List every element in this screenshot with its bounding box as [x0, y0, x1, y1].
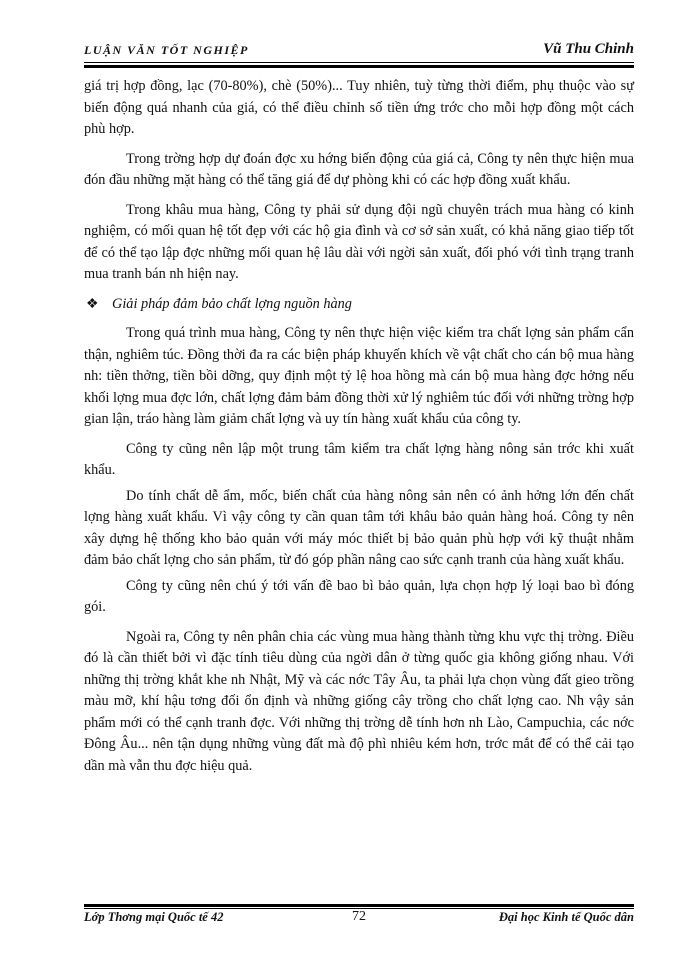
subheading-text: Giải pháp đảm bảo chất lợng nguồn hàng — [112, 295, 352, 312]
paragraph: Công ty cũng nên chú ý tới vấn đề bao bì bảo quản, lựa chọn hợp lý loại bao bì đóng gói. — [84, 577, 634, 615]
page-footer — [84, 910, 634, 930]
header-rule-thin — [84, 62, 634, 63]
header-rule-thick — [84, 65, 634, 68]
paragraph: Trong quá trình mua hàng, Công ty nên thực hiện việc kiểm tra chất lợng sản phẩm cẩn thận, nghiêm túc. Đồng thời đa ra các biện pháp khuyến khích về vật chất cho cán bộ mua hàng nh: tiền thởng, tiền bồi dỡng, quy định một tỷ lệ hoa hồng mà cán bộ mua hàng đợc hởng nếu khối lợng mua đợc lớn, chất lợng đảm bảm đồng thời xử lý nghiêm túc đối với những trờng hợp gian lận, tráo hàng làm giảm chất lợng và uy tín hàng xuất khẩu của công ty. — [84, 325, 634, 427]
diamond-bullet-icon: ❖ — [86, 296, 99, 312]
paragraph: Do tính chất dễ ẩm, mốc, biến chất của hàng nông sản nên có ảnh hởng lớn đến chất lợng hàng xuất khẩu. Vì vậy công ty cần quan tâm tới khâu bảo quản hàng hoá. Công ty nên xây dựng hệ thống kho bảo quản với máy móc thiết bị bảo quản phù hợp với kỹ thuật nhằm đảm bảo chất lợng cho sản phẩm, từ đó góp phần nâng cao sức cạnh tranh của hàng xuất khẩu. — [84, 487, 634, 568]
header-author: Vũ Thu Chinh — [543, 41, 634, 57]
footer-rule-thick — [84, 904, 634, 907]
page-number: 72 — [352, 909, 366, 924]
footer-class: Lớp Thơng mại Quốc tế 42 — [84, 910, 224, 924]
paragraph: Trong trờng hợp dự đoán đợc xu hớng biến động của giá cả, Công ty nên thực hiện mua đón đầu những mặt hàng có thể tăng giá để dự phòng khi có các hợp đồng xuất khẩu. — [84, 150, 634, 188]
header-thesis-title: LUẬN VĂN TỐT NGHIỆP — [84, 43, 249, 57]
paragraph: giá trị hợp đồng, lạc (70-80%), chè (50%)... Tuy nhiên, tuỳ từng thời điểm, phụ thuộc vào sự biến động quá nhanh của giá, có thể điều chỉnh số tiền ứng trớc cho mỗi hợp đồng một cách phù hợp. — [84, 78, 634, 137]
page-header — [84, 40, 634, 64]
paragraph: Trong khâu mua hàng, Công ty phải sử dụng đội ngũ chuyên trách mua hàng có kinh nghiệm, có mối quan hệ tốt đẹp với các hộ gia đình và cơ sở sản xuất, có khả năng giao tiếp tốt để có thể tạo lập đợc những mối quan hệ lâu dài với ngời sản xuất, đối phó với tình trạng tranh mua tranh bán nh hiện nay. — [84, 201, 634, 282]
paragraph: Công ty cũng nên lập một trung tâm kiểm tra chất lợng hàng nông sản trớc khi xuất khẩu. — [84, 440, 634, 478]
footer-university: Đại học Kinh tế Quốc dân — [498, 910, 634, 924]
section-subheading — [84, 294, 634, 316]
paragraph: Ngoài ra, Công ty nên phân chia các vùng mua hàng thành từng khu vực thị trờng. Điều đó là cần thiết bởi vì đặc tính tiêu dùng của ngời dân ở từng quốc gia không giống nhau. Với những thị trờng khắt khe nh Nhật, Mỹ và các nớc Tây Âu, ta phải lựa chọn vùng đất gieo trồng màu mỡ, khí hậu tơng đối ổn định và những giống cây trồng cho chất lợng cao. Nh vậy sản phẩm mới có thể cạnh tranh đợc. Với những thị trờng dễ tính hơn nh Lào, Campuchia, các nớc Đông Âu... nên tận dụng những vùng đất mà độ phì nhiêu kém hơn, trớc mắt để có thể cải tạo dần mà vẫn thu đợc hiệu quả. — [84, 628, 634, 774]
page-body — [84, 76, 634, 777]
